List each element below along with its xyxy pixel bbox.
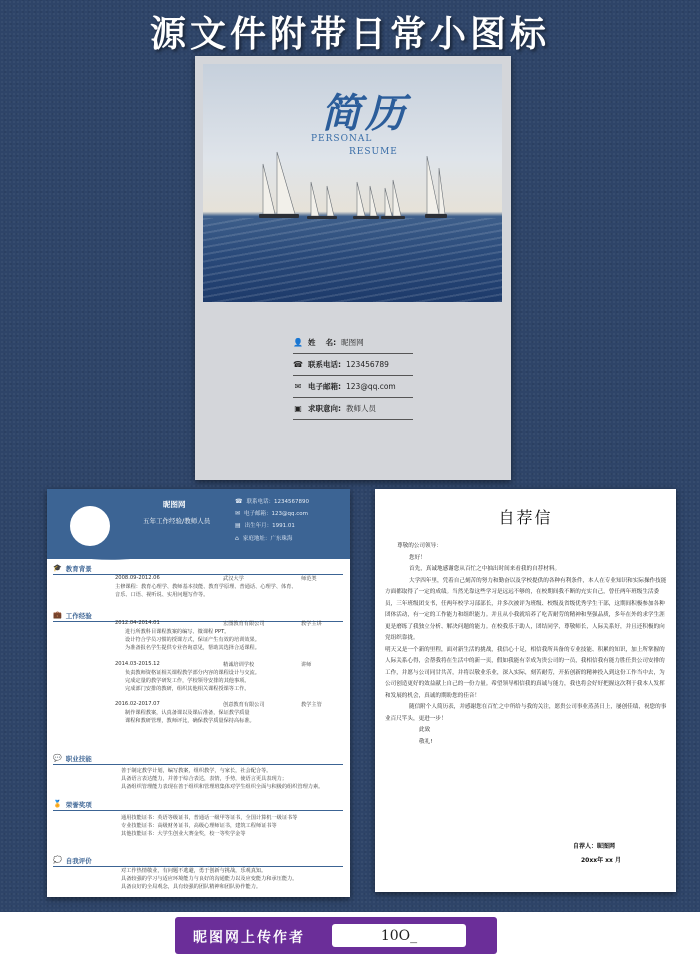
text-line: 负责教师资格证相关课程教学部分内容的课程设计与交流。 bbox=[125, 670, 260, 676]
briefcase-icon: ▣ bbox=[294, 404, 302, 413]
section-title: 工作经验 bbox=[65, 611, 92, 620]
contact-text: 出生年月：1991.01 bbox=[244, 523, 295, 529]
section-title: 自我评价 bbox=[65, 856, 92, 865]
edu-major: 师范类 bbox=[301, 576, 317, 582]
contact-text: 电子邮箱：123@qq.com bbox=[244, 511, 309, 517]
letter-paragraph: 大学四年里，凭着自己刻苦的努力和勤奋以及学校提供的各种有利条件，本人在专业知识和实际操作技能方面都取得了一定的成绩。当然光靠这些学习是远远不够的，在校期间我不断的充实自己，曾任两年班级生活委员，三年班级团支书，任两年校学习部部长，并多次被评为班级、校级及省级优秀学生干部，这期间积极参加各种团体活动，有一定的工作能力和组织能力。并且从小我就培养了吃苦耐劳的精神和坚强品质，多年在外的求学生涯更是磨练了我独立分析、解决问题的能力。在校我乐于助人，团结同学，尊敬师长，人际关系好，并且还积极的向党组织靠拢。 bbox=[385, 577, 667, 642]
resume-role: 五年工作经验/教师人员 bbox=[143, 517, 211, 525]
cover-subtitle-personal: PERSONAL bbox=[311, 134, 373, 144]
text-line: 为准备报名学生提供专业咨询意见，帮助其选择合适课程。 bbox=[125, 644, 260, 651]
section-title: 职业技能 bbox=[65, 754, 92, 763]
section-work bbox=[53, 610, 343, 620]
field-value: 教师人员 bbox=[346, 404, 376, 413]
cover-title: 简历 bbox=[321, 90, 409, 137]
resume-contact-email bbox=[235, 509, 308, 517]
chat-bubble-icon: 💬 bbox=[53, 754, 62, 762]
uploader-id[interactable]: 10O_ bbox=[332, 924, 466, 947]
phone-icon: ☎ bbox=[293, 360, 303, 369]
text-line: 专业技能证书：高级财务证书，高级心理师证书，建筑工程师证书等 bbox=[121, 822, 277, 829]
work-date: 2014.03-2015.12 bbox=[115, 661, 160, 667]
banner-title: 源文件附带日常小图标 bbox=[149, 13, 550, 55]
work-org: 创意教育有限公司 bbox=[223, 702, 265, 708]
letter-title: 自荐信 bbox=[498, 508, 553, 527]
cover-field-name bbox=[293, 332, 413, 354]
cover-field-phone bbox=[293, 354, 413, 376]
resume-page bbox=[47, 489, 350, 897]
work-date: 2012.04-2014.01 bbox=[115, 620, 160, 626]
work-desc bbox=[125, 710, 255, 726]
letter-paragraph: 随信附个人简历表，并感谢您在百忙之中所给与我的关注，愿贵公司事业蒸蒸日上，屡创佳绩，祝您的事业百尺竿头，更进一步！ bbox=[385, 704, 667, 722]
divider bbox=[53, 621, 343, 622]
text-line: 具备组织管理能力表现在善于组织和管理班集体对学生组织全面与积极的组织管理力素。 bbox=[121, 783, 324, 790]
text-line: 具备良好的全局观念，具有较强的团队精神和团队协作能力。 bbox=[121, 883, 262, 890]
work-org: 精诚培训学校 bbox=[223, 662, 255, 668]
edu-school: 武汉大学 bbox=[223, 576, 244, 582]
contact-text: 家庭地址：广东珠海 bbox=[242, 536, 293, 542]
home-icon: ⌂ bbox=[235, 534, 239, 542]
cover-field-email bbox=[293, 376, 413, 398]
work-title: 教学主管 bbox=[301, 702, 322, 708]
graduation-cap-icon: 🎓 bbox=[53, 564, 62, 572]
letter-body bbox=[385, 541, 669, 748]
email-icon: ✉ bbox=[235, 509, 241, 517]
letter-salutation: 尊敬的公司领导： bbox=[397, 543, 442, 549]
section-education bbox=[53, 563, 343, 573]
phone-icon: ☎ bbox=[235, 497, 243, 505]
field-value: 昵图网 bbox=[341, 338, 364, 347]
uploader-label: 昵图网上传作者 bbox=[193, 930, 305, 946]
cover-letter-page bbox=[375, 489, 676, 892]
contact-text: 联系电话：1234567890 bbox=[246, 499, 309, 505]
resume-contact-phone bbox=[235, 497, 309, 505]
resume-name: 昵图网 bbox=[163, 500, 186, 509]
text-line: 具备较强的学习与适应环境能力与良好的沟通能力以及应变能力和承压能力。 bbox=[121, 875, 298, 882]
text-line: 具备语言表达能力，并善于综合表达，表情，手势，使语言更具表现力； bbox=[121, 775, 288, 782]
section-skills bbox=[53, 753, 343, 763]
skills-desc bbox=[121, 768, 323, 791]
work-date: 2016.02-2017.07 bbox=[115, 701, 160, 707]
field-label: 联系电话: bbox=[308, 360, 341, 369]
text-line: 设计符合学员习惯的授课方式，保证产生有效的培训效果。 bbox=[125, 636, 260, 643]
divider bbox=[53, 810, 343, 811]
awards-desc bbox=[121, 815, 297, 838]
self-desc bbox=[121, 868, 297, 891]
letter-signature: 自荐人：昵图网 bbox=[573, 843, 616, 850]
section-title: 荣誉奖项 bbox=[65, 800, 92, 809]
resume-contact-birth bbox=[235, 521, 295, 529]
calendar-icon: ▤ bbox=[235, 521, 241, 529]
uploader-pill bbox=[175, 917, 497, 954]
section-self bbox=[53, 855, 343, 865]
text-line: 课程和教研管理，教师评比，确保教学质量保持高标准。 bbox=[125, 717, 255, 724]
text-line: 音乐、口语、视听说、实用问题写作等。 bbox=[115, 591, 209, 598]
work-title: 讲师 bbox=[301, 662, 312, 668]
field-value: 123456789 bbox=[346, 360, 389, 369]
text-line: 对工作热情敬业，有问题不逃避，勇于创新与挑战，乐观真知。 bbox=[121, 868, 267, 874]
work-desc bbox=[125, 670, 260, 693]
letter-paragraph: 首先，真诚地感谢您从百忙之中抽出时间来看我的自荐材料。 bbox=[409, 566, 561, 573]
letter-closing: 此致 bbox=[419, 727, 431, 734]
text-line: 其他技能证书：大学生创业大赛金奖，校一等奖学金等 bbox=[121, 830, 246, 837]
edu-date: 2008.09-2012.06 bbox=[115, 575, 160, 581]
user-icon: 👤 bbox=[293, 338, 303, 347]
divider bbox=[53, 574, 343, 575]
speech-icon: 💭 bbox=[53, 856, 62, 864]
briefcase-icon: 💼 bbox=[53, 611, 62, 619]
email-icon: ✉ bbox=[294, 382, 302, 391]
field-label: 电子邮箱: bbox=[308, 382, 341, 391]
text-line: 通用技能证书：英语等级证书，普通话一级甲等证书，全国计算机一级证书等 bbox=[121, 815, 298, 821]
text-line: 制作课程教案，认真备课以及课后准备，保证教学质量 bbox=[125, 710, 250, 716]
text-line: 完成部门安排的教研，组织其他相关课程授课等工作。 bbox=[125, 685, 250, 692]
text-line: 完成定量的教学研发工作，学校领导安排的其他事项。 bbox=[125, 677, 250, 684]
text-line: 善于制定教学计划，编写教案，组织教学，与家长，社会配合等。 bbox=[121, 768, 272, 774]
work-org: 宏图教育有限公司 bbox=[223, 621, 265, 627]
letter-closing: 敬礼! bbox=[419, 738, 433, 745]
field-label: 求职意向: bbox=[308, 404, 341, 413]
avatar bbox=[68, 504, 112, 548]
cover-subtitle-resume: RESUME bbox=[349, 147, 398, 157]
medal-icon: 🏅 bbox=[53, 800, 62, 808]
footer-bar bbox=[0, 912, 700, 959]
sailboat-photo bbox=[203, 64, 502, 302]
resume-cover-page bbox=[195, 56, 511, 480]
section-awards bbox=[53, 799, 343, 809]
section-title: 教育背景 bbox=[65, 564, 92, 573]
field-label: 姓 名: bbox=[308, 338, 337, 347]
work-title: 教学主讲 bbox=[301, 621, 322, 627]
resume-contact-address bbox=[235, 534, 292, 542]
field-value: 123@qq.com bbox=[346, 382, 396, 391]
letter-paragraph: 明天又是一个新的里程，面对新生活的挑战，我信心十足，相信我所具备的专业技能、积累的知识，加上所掌握的人际关系心得，会帮我将在生活中的新一页，假如我能有幸成为贵公司的一员，我相信我有能力胜任贵公司安排的工作，并愿与公司同甘共苦，并将以敬业乐业，深入实际，刻苦耐劳，开拓创新的精神投入到这份工作当中去，为公司创造更好的效益献上自己的一份力量。希望领导相信我的真诚与能力，我也将会好好把握这次利于我本人发挥和发展的机会，真诚的期盼您的佳音！ bbox=[385, 646, 665, 699]
education-desc bbox=[115, 584, 297, 600]
divider bbox=[53, 866, 343, 867]
cover-field-intent bbox=[293, 398, 413, 420]
divider bbox=[53, 764, 343, 765]
letter-date: 20xx年 xx 月 bbox=[581, 857, 622, 864]
text-line: 进行所教科目课程教案的编写、微课程 PPT。 bbox=[125, 629, 230, 635]
letter-greeting: 您好！ bbox=[409, 554, 426, 561]
text-line: 主修课程：教育心理学、教师基本技能、教育学原理、普通话、心理学、体育、 bbox=[115, 584, 297, 590]
work-desc bbox=[125, 629, 260, 652]
